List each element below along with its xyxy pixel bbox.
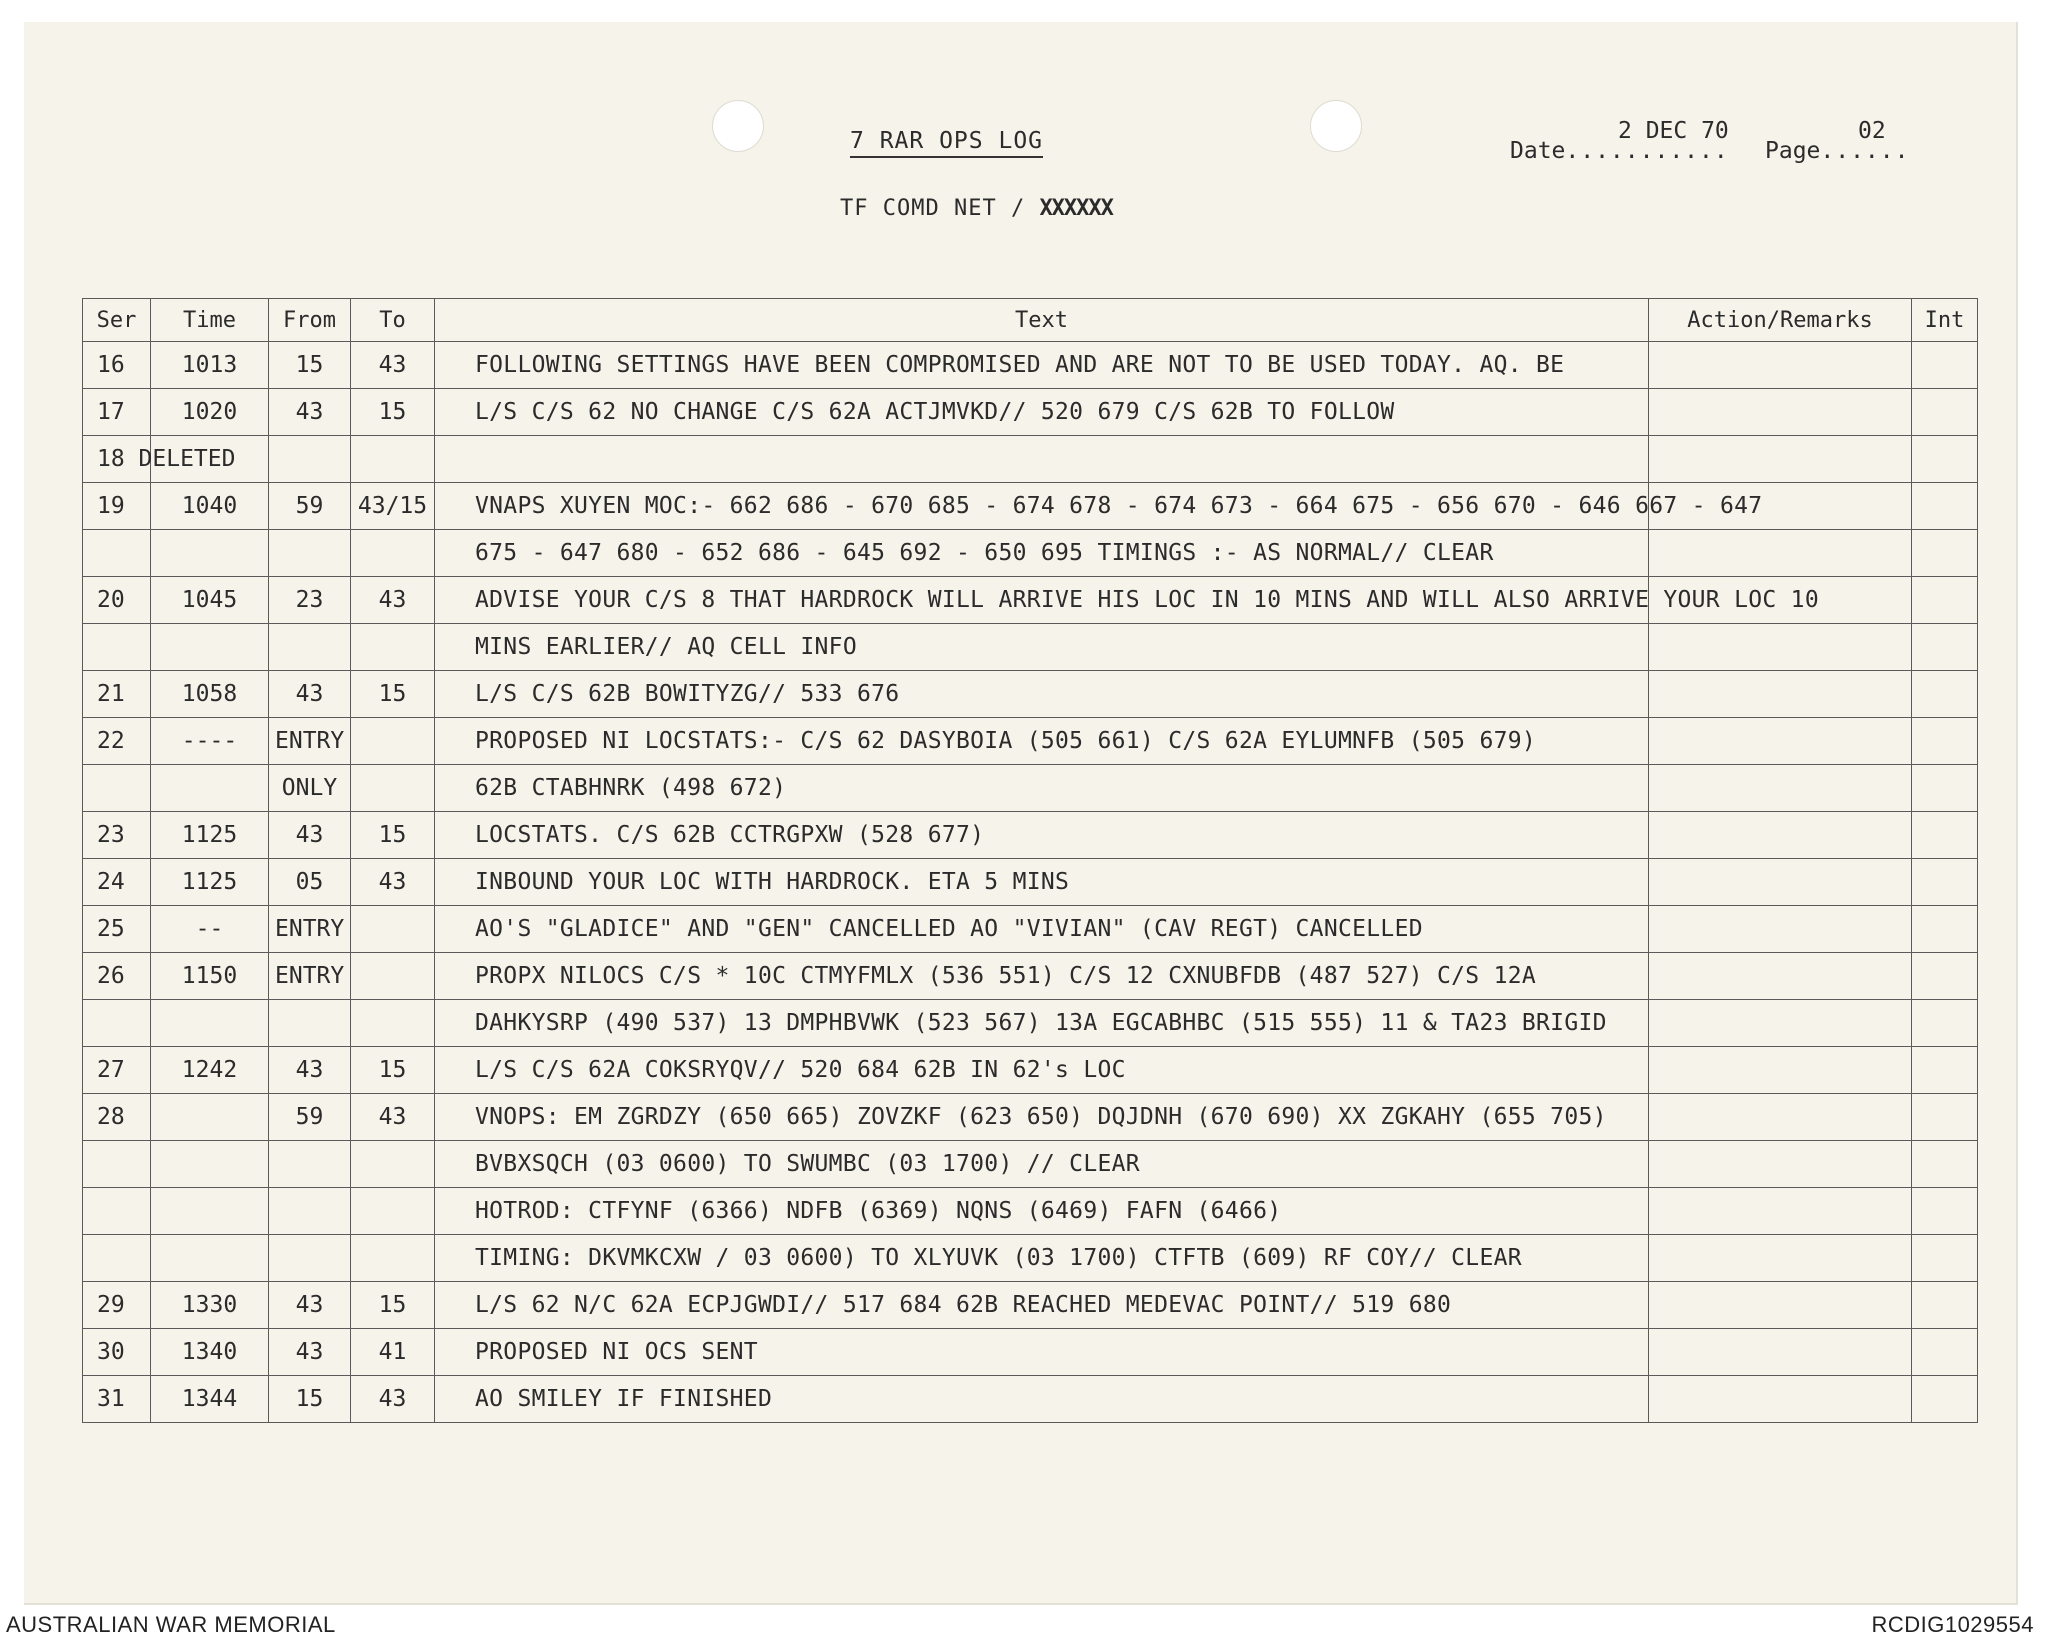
int-cell [1912, 859, 1978, 906]
text-cell: ADVISE YOUR C/S 8 THAT HARDROCK WILL ARRIVE HIS LOC IN 10 MINS AND WILL ALSO ARRIVE YOUR LOC 10 [435, 577, 1649, 624]
action-remarks-cell [1649, 624, 1912, 671]
int-cell [1912, 1376, 1978, 1423]
text-cell: DAHKYSRP (490 537) 13 DMPHBVWK (523 567) 13A EGCABHBC (515 555) 11 & TA23 BRIGID [435, 1000, 1649, 1047]
to-cell [351, 530, 435, 577]
ser-cell [83, 1000, 151, 1047]
int-cell [1912, 436, 1978, 483]
time-cell: -- [151, 906, 269, 953]
to-cell: 43 [351, 1376, 435, 1423]
punch-hole [712, 100, 764, 152]
time-cell [151, 765, 269, 812]
action-remarks-cell [1649, 765, 1912, 812]
time-cell: 1045 [151, 577, 269, 624]
action-remarks-cell [1649, 530, 1912, 577]
to-cell: 15 [351, 1282, 435, 1329]
text-cell: L/S 62 N/C 62A ECPJGWDI// 517 684 62B REACHED MEDEVAC POINT// 519 680 [435, 1282, 1649, 1329]
to-cell [351, 718, 435, 765]
action-remarks-cell [1649, 1000, 1912, 1047]
int-cell [1912, 1000, 1978, 1047]
from-cell [269, 624, 351, 671]
ser-cell [83, 530, 151, 577]
from-cell: ONLY [269, 765, 351, 812]
table-body [83, 342, 1978, 1423]
action-remarks-cell [1649, 1047, 1912, 1094]
column-header-action-remarks: Action/Remarks [1649, 299, 1912, 342]
table-row [83, 1376, 1978, 1423]
column-header-to: To [351, 299, 435, 342]
text-cell: PROPOSED NI OCS SENT [435, 1329, 1649, 1376]
from-cell: 43 [269, 1329, 351, 1376]
table-row [83, 718, 1978, 765]
int-cell [1912, 483, 1978, 530]
to-cell: 43/15 [351, 483, 435, 530]
time-cell: 1150 [151, 953, 269, 1000]
table-row [83, 859, 1978, 906]
ops-log-table [82, 298, 1978, 1423]
ser-cell [83, 624, 151, 671]
text-cell: PROPX NILOCS C/S * 10C CTMYFMLX (536 551) C/S 12 CXNUBFDB (487 527) C/S 12A [435, 953, 1649, 1000]
ser-cell: 18 DELETED [83, 436, 151, 483]
int-cell [1912, 671, 1978, 718]
to-cell [351, 765, 435, 812]
table-row [83, 389, 1978, 436]
ser-cell [83, 1188, 151, 1235]
time-cell: 1040 [151, 483, 269, 530]
table-row [83, 1188, 1978, 1235]
table-header-row [83, 299, 1978, 342]
time-cell: 1344 [151, 1376, 269, 1423]
to-cell [351, 1188, 435, 1235]
text-cell: AO SMILEY IF FINISHED [435, 1376, 1649, 1423]
to-cell [351, 624, 435, 671]
text-cell [435, 436, 1649, 483]
time-cell [151, 1141, 269, 1188]
ser-cell: 30 [83, 1329, 151, 1376]
time-cell: 1020 [151, 389, 269, 436]
from-cell [269, 530, 351, 577]
action-remarks-cell [1649, 1235, 1912, 1282]
table-row [83, 1094, 1978, 1141]
to-cell: 15 [351, 671, 435, 718]
from-cell: ENTRY [269, 906, 351, 953]
page-subtitle [840, 196, 1113, 221]
ser-cell [83, 1235, 151, 1282]
ser-cell: 17 [83, 389, 151, 436]
action-remarks-cell [1649, 1094, 1912, 1141]
from-cell: ENTRY [269, 953, 351, 1000]
to-cell: 43 [351, 342, 435, 389]
action-remarks-cell [1649, 671, 1912, 718]
int-cell [1912, 765, 1978, 812]
table-row [83, 953, 1978, 1000]
table-row [83, 906, 1978, 953]
int-cell [1912, 577, 1978, 624]
column-header-text: Text [435, 299, 1649, 342]
ser-cell: 24 [83, 859, 151, 906]
int-cell [1912, 1094, 1978, 1141]
column-header-from: From [269, 299, 351, 342]
footer-source: AUSTRALIAN WAR MEMORIAL [6, 1612, 336, 1637]
table-row [83, 624, 1978, 671]
from-cell: 43 [269, 671, 351, 718]
to-cell [351, 436, 435, 483]
ser-cell: 26 [83, 953, 151, 1000]
from-cell: 59 [269, 483, 351, 530]
table-row [83, 812, 1978, 859]
to-cell: 15 [351, 812, 435, 859]
ser-cell: 22 [83, 718, 151, 765]
ser-cell: 21 [83, 671, 151, 718]
time-cell [151, 1188, 269, 1235]
action-remarks-cell [1649, 436, 1912, 483]
table-row [83, 1000, 1978, 1047]
text-cell: L/S C/S 62 NO CHANGE C/S 62A ACTJMVKD// 520 679 C/S 62B TO FOLLOW [435, 389, 1649, 436]
text-cell: VNOPS: EM ZGRDZY (650 665) ZOVZKF (623 650) DQJDNH (670 690) XX ZGKAHY (655 705) [435, 1094, 1649, 1141]
text-cell: INBOUND YOUR LOC WITH HARDROCK. ETA 5 MINS [435, 859, 1649, 906]
table-row [83, 1141, 1978, 1188]
action-remarks-cell [1649, 342, 1912, 389]
time-cell: ---- [151, 718, 269, 765]
int-cell [1912, 389, 1978, 436]
action-remarks-cell [1649, 389, 1912, 436]
time-cell: 1058 [151, 671, 269, 718]
to-cell [351, 1141, 435, 1188]
action-remarks-cell [1649, 1141, 1912, 1188]
table-row [83, 1047, 1978, 1094]
int-cell [1912, 1188, 1978, 1235]
table-row [83, 765, 1978, 812]
int-cell [1912, 1047, 1978, 1094]
ser-cell: 25 [83, 906, 151, 953]
ser-cell [83, 1141, 151, 1188]
int-cell [1912, 342, 1978, 389]
page-title: 7 RAR OPS LOG [850, 128, 1150, 154]
from-cell: 59 [269, 1094, 351, 1141]
to-cell: 41 [351, 1329, 435, 1376]
time-cell [151, 1000, 269, 1047]
text-cell: PROPOSED NI LOCSTATS:- C/S 62 DASYBOIA (505 661) C/S 62A EYLUMNFB (505 679) [435, 718, 1649, 765]
text-cell: HOTROD: CTFYNF (6366) NDFB (6369) NQNS (6469) FAFN (6466) [435, 1188, 1649, 1235]
from-cell: 05 [269, 859, 351, 906]
table-row [83, 342, 1978, 389]
page-label: Page...... [1765, 138, 1910, 164]
int-cell [1912, 1235, 1978, 1282]
ser-cell: 27 [83, 1047, 151, 1094]
column-header-ser: Ser [83, 299, 151, 342]
action-remarks-cell [1649, 1329, 1912, 1376]
int-cell [1912, 624, 1978, 671]
from-cell: 43 [269, 389, 351, 436]
time-cell: 1125 [151, 859, 269, 906]
to-cell [351, 1000, 435, 1047]
from-cell: 43 [269, 812, 351, 859]
int-cell [1912, 953, 1978, 1000]
text-cell: 62B CTABHNRK (498 672) [435, 765, 1649, 812]
action-remarks-cell [1649, 812, 1912, 859]
to-cell: 15 [351, 1047, 435, 1094]
column-header-time: Time [151, 299, 269, 342]
time-cell: 1013 [151, 342, 269, 389]
text-cell: LOCSTATS. C/S 62B CCTRGPXW (528 677) [435, 812, 1649, 859]
time-cell [151, 624, 269, 671]
to-cell [351, 1235, 435, 1282]
time-cell: 1242 [151, 1047, 269, 1094]
punch-hole [1310, 100, 1362, 152]
ser-cell: 16 [83, 342, 151, 389]
table-row [83, 1235, 1978, 1282]
from-cell: 23 [269, 577, 351, 624]
action-remarks-cell [1649, 906, 1912, 953]
text-cell: MINS EARLIER// AQ CELL INFO [435, 624, 1649, 671]
time-cell [151, 1094, 269, 1141]
to-cell: 43 [351, 859, 435, 906]
ser-cell: 19 [83, 483, 151, 530]
text-cell: L/S C/S 62B BOWITYZG// 533 676 [435, 671, 1649, 718]
subtitle-text: TF COMD NET / [840, 196, 1026, 221]
action-remarks-cell [1649, 1188, 1912, 1235]
action-remarks-cell [1649, 859, 1912, 906]
ser-cell: 23 [83, 812, 151, 859]
time-cell: 1125 [151, 812, 269, 859]
int-cell [1912, 1329, 1978, 1376]
time-cell: 1330 [151, 1282, 269, 1329]
text-cell: 675 - 647 680 - 652 686 - 645 692 - 650 695 TIMINGS :- AS NORMAL// CLEAR [435, 530, 1649, 577]
to-cell: 15 [351, 389, 435, 436]
from-cell [269, 1188, 351, 1235]
table-row [83, 530, 1978, 577]
table-row [83, 483, 1978, 530]
int-cell [1912, 906, 1978, 953]
int-cell [1912, 1282, 1978, 1329]
int-cell [1912, 530, 1978, 577]
ser-cell: 20 [83, 577, 151, 624]
text-cell: AO'S "GLADICE" AND "GEN" CANCELLED AO "VIVIAN" (CAV REGT) CANCELLED [435, 906, 1649, 953]
ser-cell: 31 [83, 1376, 151, 1423]
time-cell [151, 530, 269, 577]
to-cell: 43 [351, 577, 435, 624]
time-cell: 1340 [151, 1329, 269, 1376]
from-cell: ENTRY [269, 718, 351, 765]
date-label: Date........... [1510, 138, 1729, 164]
action-remarks-cell [1649, 953, 1912, 1000]
time-cell [151, 1235, 269, 1282]
from-cell [269, 1000, 351, 1047]
table-row [83, 1329, 1978, 1376]
action-remarks-cell [1649, 718, 1912, 765]
footer-identifier: RCDIG1029554 [1871, 1612, 2034, 1637]
int-cell [1912, 1141, 1978, 1188]
table-row [83, 577, 1978, 624]
from-cell: 15 [269, 1376, 351, 1423]
from-cell [269, 1235, 351, 1282]
from-cell [269, 1141, 351, 1188]
table-row [83, 436, 1978, 483]
text-cell: TIMING: DKVMKCXW / 03 0600) TO XLYUVK (03 1700) CTFTB (609) RF COY// CLEAR [435, 1235, 1649, 1282]
from-cell: 43 [269, 1047, 351, 1094]
ser-cell [83, 765, 151, 812]
table-row [83, 1282, 1978, 1329]
to-cell [351, 953, 435, 1000]
from-cell: 15 [269, 342, 351, 389]
to-cell: 43 [351, 1094, 435, 1141]
column-header-int: Int [1912, 299, 1978, 342]
action-remarks-cell [1649, 1376, 1912, 1423]
text-cell: L/S C/S 62A COKSRYQV// 520 684 62B IN 62's LOC [435, 1047, 1649, 1094]
action-remarks-cell [1649, 1282, 1912, 1329]
from-cell [269, 436, 351, 483]
int-cell [1912, 718, 1978, 765]
ser-cell: 29 [83, 1282, 151, 1329]
table-row [83, 671, 1978, 718]
from-cell: 43 [269, 1282, 351, 1329]
text-cell: BVBXSQCH (03 0600) TO SWUMBC (03 1700) // CLEAR [435, 1141, 1649, 1188]
to-cell [351, 906, 435, 953]
text-cell: FOLLOWING SETTINGS HAVE BEEN COMPROMISED AND ARE NOT TO BE USED TODAY. AQ. BE [435, 342, 1649, 389]
text-cell: VNAPS XUYEN MOC:- 662 686 - 670 685 - 674 678 - 674 673 - 664 675 - 656 670 - 646 667 - 647 [435, 483, 1649, 530]
subtitle-struck-text: XXXXXX [1039, 196, 1113, 221]
ser-cell: 28 [83, 1094, 151, 1141]
date-value: 2 DEC 70 [1618, 118, 1729, 144]
page-number: 02 [1858, 118, 1886, 144]
int-cell [1912, 812, 1978, 859]
